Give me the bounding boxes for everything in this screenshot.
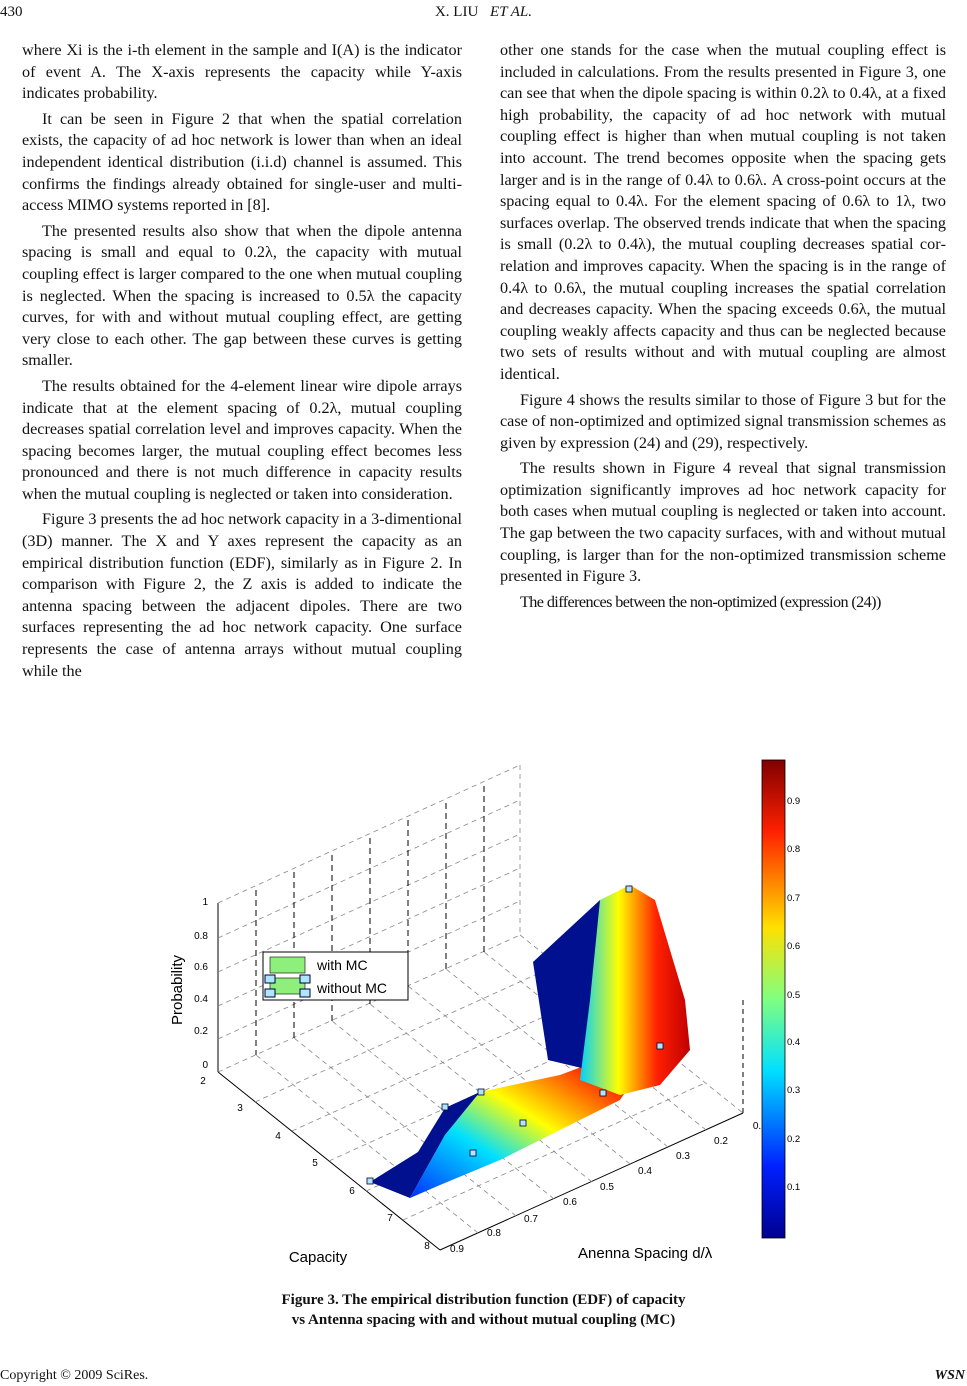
- y-tick: 0.4: [638, 1166, 652, 1177]
- colorbar-tick: 0.8: [787, 844, 801, 855]
- y-tick: 0.9: [450, 1244, 464, 1255]
- running-title-etal: ET AL.: [490, 4, 533, 20]
- copyright: Copyright © 2009 SciRes.: [0, 1368, 149, 1383]
- paragraph: Figure 3 presents the ad hoc network capacity in a 3-dimentional (3D) manner. The X and Y axes represent the capacity as an empirical distribution function (EDF), similarly as in Figure 2. In comparison with Figure 2, the Z axis is added to indicate the antenna spacing between the adjacent dipoles. There are two surfaces representing the ad hoc network capacity. One surface represents the case of antenna arrays without mutual coupling while the: [22, 510, 462, 680]
- colorbar-tick: 0.4: [787, 1037, 801, 1048]
- colorbar-tick: 0.3: [787, 1085, 801, 1096]
- colorbar-tick: 0.9: [787, 796, 801, 807]
- z-tick: 0.6: [194, 962, 208, 973]
- running-title-author: X. LIU: [434, 4, 479, 20]
- y-tick: 0.3: [676, 1151, 690, 1162]
- z-tick-labels: [194, 897, 208, 1071]
- paragraph: Figure 4 shows the results similar to those of Figure 3 but for the case of non-optimized and optimized signal transmission schemes as given by expression (24) and (29), respectively.: [500, 390, 946, 452]
- z-axis-label: Probability: [169, 954, 186, 1026]
- x-axis-label: Capacity: [288, 1249, 348, 1266]
- z-tick: 1: [202, 897, 208, 908]
- vertical-dashed-lines: [256, 786, 484, 1055]
- colorbar-tick: 0.2: [787, 1134, 801, 1145]
- paragraph: other one stands for the case when the mutual coupling effect is included in calculations. From the results presented in Figure 3, one can see that when the dipole spacing is within 0.2λ to 0.4λ, at a fixed high probability, the capacity of ad hoc network with mutual coupling effect is higher than when mutual coupling is not taken into account. The trend becomes opposite when the spacing gets larger and is in the range of 0.4λ to 0.6λ. A cross-point occurs at the spacing equal to 0.4λ. For the element spacing of 0.6λ to 1λ, two surfaces overlap. The observed trends indicate that when the spacing is small (0.2λ to 0.4λ), the mutual coupling decreases spatial correlation and improves capacity. When the spacing is in the range of 0.4λ to 0.6λ, the mutual coupling increases the spatial correlation and decreases capacity. When the spacing exceeds 0.6λ, the mutual coupling weakly affects capacity and thus can be neglected because two sets of results without and with mutual coupling are almost identical.: [500, 41, 946, 383]
- z-tick: 0.4: [194, 994, 208, 1005]
- colorbar-tick: 0.6: [787, 941, 801, 952]
- y-axis-label: Anenna Spacing d/λ: [578, 1245, 713, 1262]
- y-tick: 0.6: [563, 1197, 577, 1208]
- paragraph: It can be seen in Figure 2 that when the spatial correlation exists, the capacity of ad hoc network is lower than when an ideal independent identical distribution (i.i.d) channel is assumed. This confirms the findings already obtained for single-user and multi-access MIMO systems reported in [8].: [22, 109, 462, 215]
- paragraph: The presented results also show that when the dipole antenna spacing is small and equal to 0.2λ, the capacity with mutual coupling effect is larger compared to the one when mutual coupling is neglected. When the spacing is increased to 0.5λ the capacity curves, for with and without mutual coupling effect, are getting very close to each other. The gap between these curves is getting smaller.: [22, 221, 462, 370]
- x-tick: 3: [237, 1103, 243, 1114]
- paragraph: The differences between the non-optimized (expression (24)): [520, 592, 881, 611]
- colorbar-tick: 0.7: [787, 893, 801, 904]
- legend-with-mc: with MC: [317, 957, 368, 973]
- z-tick: 0.2: [194, 1026, 208, 1037]
- x-tick: 7: [387, 1213, 393, 1224]
- caption-line: vs Antenna spacing with and without mutual coupling (MC): [291, 1312, 676, 1328]
- legend: [263, 952, 408, 1000]
- figure-caption: [0, 1290, 967, 1330]
- caption-line: Figure 3. The empirical distribution function (EDF) of capacity: [281, 1292, 686, 1308]
- z-tick: 0: [202, 1060, 208, 1071]
- x-tick: 6: [349, 1186, 355, 1197]
- y-tick: 0.: [752, 1121, 762, 1132]
- colorbar: [762, 760, 800, 1238]
- y-tick: 0.2: [714, 1136, 728, 1147]
- legend-without-mc: without MC: [317, 980, 388, 996]
- x-tick: 4: [275, 1131, 281, 1142]
- z-tick: 0.8: [194, 931, 208, 942]
- y-tick: 0.7: [524, 1214, 538, 1225]
- colorbar-tick: 0.1: [787, 1182, 801, 1193]
- edf-surfaces: [367, 885, 690, 1198]
- paragraph: where Xi is the i-th element in the sample and I(A) is the indicator of event A. The X-axis represents the capacity while Y-axis indicates probability.: [22, 41, 462, 103]
- x-tick: 5: [312, 1158, 318, 1169]
- y-tick: 0.8: [487, 1228, 501, 1239]
- paragraph: The results shown in Figure 4 reveal that signal transmission optimization significantly improves ad hoc network capacity for both cases when mutual coupling is neglected or taken into account. The gap between the two capacity surfaces, with and without mutual coupling, is larger than for the non-optimized transmission scheme presented in Figure 3.: [500, 459, 946, 586]
- journal-name: WSN: [934, 1368, 965, 1383]
- x-tick: 8: [424, 1241, 430, 1252]
- paragraph: The results obtained for the 4-element linear wire dipole arrays indicate that at the element spacing of 0.2λ, mutual coupling decreases spatial correlation level and improves capacity. When the spacing becomes larger, the mutual coupling effect becomes less pronounced and there is not much difference in capacity results when the mutual coupling is neglected or taken into consideration.: [22, 376, 462, 503]
- page-number: 430: [0, 4, 23, 20]
- x-tick: 2: [200, 1076, 206, 1087]
- y-tick: 0.5: [600, 1182, 614, 1193]
- colorbar-tick: 0.5: [787, 990, 801, 1001]
